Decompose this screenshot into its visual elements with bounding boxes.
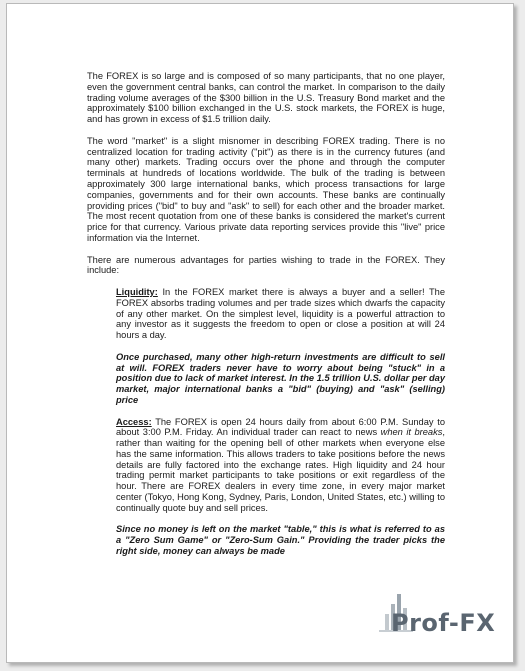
access-text-italic: when it breaks	[380, 427, 443, 438]
document-body	[87, 71, 445, 568]
paragraph-advantages-intro: There are numerous advantages for parties wishing to trade in the FOREX. They include:	[87, 254, 445, 276]
liquidity-text: In the FOREX market there is always a buyer and a seller! The FOREX absorbs trading volumes and per trade sizes which dwarfs the capacity of any other market. On the simplest level, liquidity is a powerful attraction to any investor as it suggests the freedom to open or close a position at will 24 hours a day.	[116, 286, 445, 341]
paragraph-access	[116, 417, 445, 514]
paragraph-liquidity-note: Once purchased, many other high-return investments are difficult to sell at will. FOREX traders never have to worry about being "stuck" in a position due to lack of market interest. In the 1.5 trillion U.S. dollar per day market, major international banks a "bid" (buying) and "ask" (selling) price	[116, 351, 445, 405]
access-heading: Access:	[116, 416, 152, 427]
access-text-2: , rather than waiting for the opening bell of other markets when everyone else has the same information. This allows traders to take positions before the news details are fully factored into the exchange rates. High liquidity and 24 hour trading permit market participants to take positions or exit regardless of the hour. There are FOREX dealers in every time zone, in every major market center (Tokyo, Hong Kong, Sydney, Paris, London, United States, etc.) willing to continually quote buy and sell prices.	[116, 427, 445, 513]
liquidity-heading: Liquidity:	[116, 286, 158, 297]
paragraph-market-misnomer: The word "market" is a slight misnomer in describing FOREX trading. There is no centralized location for trading activity ("pit") as there is in the currency futures (and many other) markets. Trading occurs over the phone and through the computer terminals at hundreds of locations worldwide. The bulk of the trading is between approximately 300 large international banks, which process transactions for large companies, governments and for their own accounts. These banks are continually providing prices ("bid" to buy and "ask" to sell) for each other and the broader market. The most recent quotation from one of these banks is considered the market's current price for that currency. Various private data reporting services provide this "live" price information via the Internet.	[87, 135, 445, 243]
access-text-1: The FOREX is open 24 hours daily from about 6:00 P.M. Sunday to about 3:00 P.M. Friday. An individual trader can react to news	[116, 416, 445, 438]
watermark-text: Prof-FX	[391, 609, 496, 637]
paragraph-access-note: Since no money is left on the market "table," this is what is referred to as a "Zero Sum Game" or "Zero-Sum Gain." Providing the trader picks the right side, money can always be made	[116, 524, 445, 557]
document-page	[6, 3, 514, 663]
paragraph-liquidity	[116, 287, 445, 341]
prof-fx-watermark	[379, 590, 499, 640]
paragraph-forex-size: The FOREX is so large and is composed of so many participants, that no one player, even the government central banks, can control the market. In comparison to the daily trading volume averages of the $300 billion in the U.S. Treasury Bond market and the approximately $100 billion exchanged in the U.S. stock markets, the FOREX is huge, and has grown in excess of $1.5 trillion daily.	[87, 71, 445, 125]
